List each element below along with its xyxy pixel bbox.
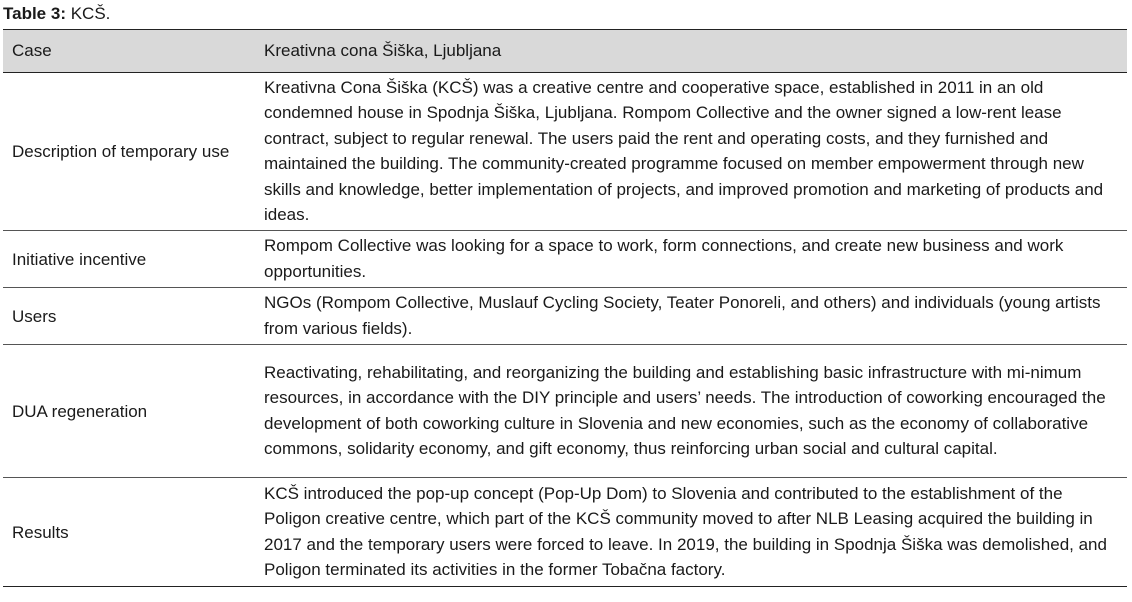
row-label: Results xyxy=(3,478,255,587)
table-caption xyxy=(3,3,110,25)
row-label: Description of temporary use xyxy=(3,73,255,231)
row-text: Rompom Collective was looking for a space to work, form connections, and create new business and work opportunities. xyxy=(255,231,1127,288)
table-caption-label: Table 3: xyxy=(3,4,66,23)
row-text: KCŠ introduced the pop-up concept (Pop-Up Dom) to Slovenia and contributed to the establishment of the Poligon creative centre, which part of the KCŠ community moved to after NLB Leasing acquired the building in 2017 and the temporary users were forced to leave. In 2019, the building in Spodnja Šiška was demolished, and Poligon terminated its activities in the former Tobačna factory. xyxy=(255,478,1127,587)
row-label: Users xyxy=(3,288,255,345)
table-row xyxy=(3,231,1127,288)
table-row xyxy=(3,478,1127,587)
row-text: NGOs (Rompom Collective, Muslauf Cycling Society, Teater Ponoreli, and others) and individuals (young artists from various fields). xyxy=(255,288,1127,345)
table-caption-text: KCŠ. xyxy=(70,4,111,23)
table-header-row xyxy=(3,30,1127,73)
row-text: Reactivating, rehabilitating, and reorganizing the building and establishing basic infrastructure with mi-nimum resources, in accordance with the DIY principle and users’ needs. The introduction of coworking encouraged the development of both coworking culture in Slovenia and new economies, such as the economy of collaborative commons, solidarity economy, and gift economy, thus reinforcing urban social and cultural capital. xyxy=(255,345,1127,478)
table-row xyxy=(3,73,1127,231)
row-label: Initiative incentive xyxy=(3,231,255,288)
header-case: Case xyxy=(3,30,255,73)
table-row xyxy=(3,345,1127,478)
table-row xyxy=(3,288,1127,345)
kcs-table xyxy=(3,29,1127,587)
header-case-name: Kreativna cona Šiška, Ljubljana xyxy=(255,30,1127,73)
row-text: Kreativna Cona Šiška (KCŠ) was a creative centre and cooperative space, established in 2011 in an old condemned house in Spodnja Šiška, Ljubljana. Rompom Collective and the owner signed a low-rent lease contract, subject to regular renewal. The users paid the rent and operating costs, and they furnished and maintained the building. The community-created programme focused on member empowerment through new skills and knowledge, better implementation of projects, and improved promotion and marketing of products and ideas. xyxy=(255,73,1127,231)
row-label: DUA regeneration xyxy=(3,345,255,478)
